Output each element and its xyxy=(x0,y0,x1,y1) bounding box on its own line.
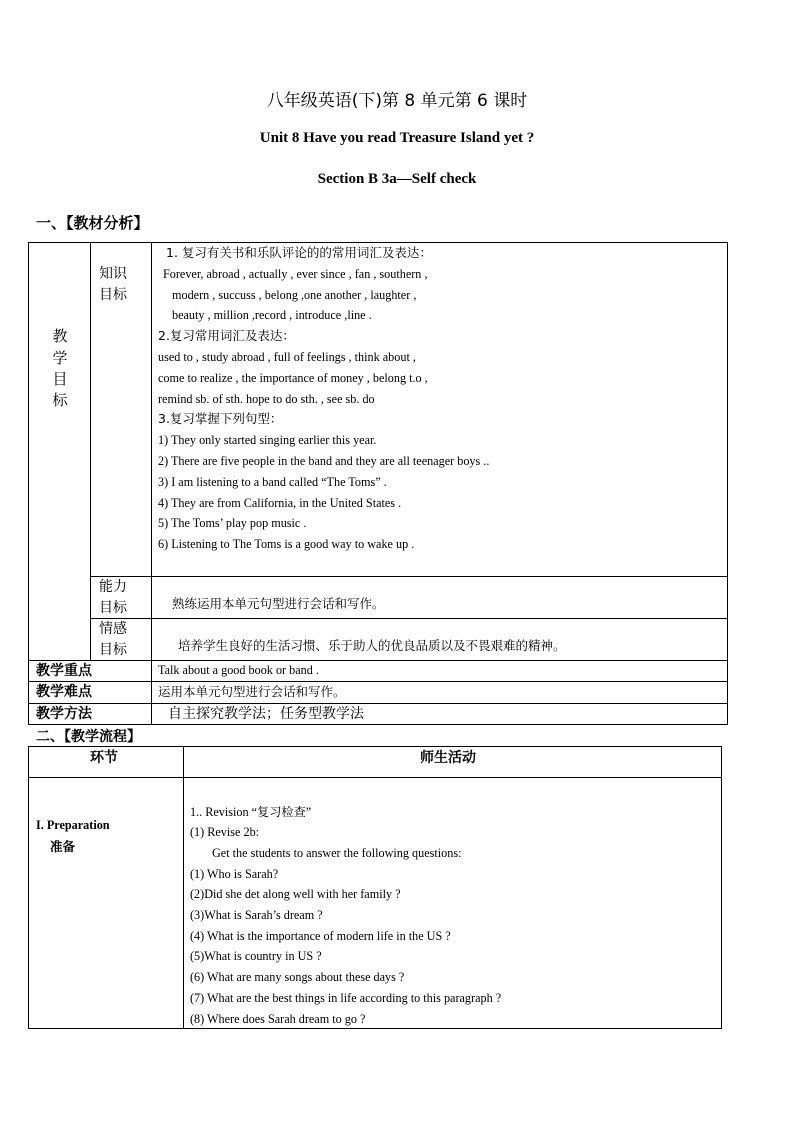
activity-line: (7) What are the best things in life according to this paragraph ? xyxy=(190,991,502,1005)
stage-name-en: I. Preparation xyxy=(36,818,110,832)
goal-char-3: 目 xyxy=(52,370,68,388)
activity-line: Get the students to answer the following questions: xyxy=(212,846,462,860)
ability-label-2: 目标 xyxy=(99,600,127,616)
col-activity-header: 师生活动 xyxy=(420,750,476,766)
knowledge-line: 3.复习掌握下列句型： xyxy=(158,411,283,426)
knowledge-line: 1) They only started singing earlier this year. xyxy=(158,433,377,447)
activity-line: (1) Revise 2b: xyxy=(190,825,260,839)
page-title: 八年级英语(下)第 8 单元第 6 课时 xyxy=(266,91,528,111)
difficulty-label: 教学难点 xyxy=(36,684,92,700)
section2-heading: 二、【教学流程】 xyxy=(36,729,141,745)
knowledge-line: remind sb. of sth. hope to do sth. , see sb. do xyxy=(158,392,375,406)
knowledge-line: 6) Listening to The Toms is a good way to wake up . xyxy=(158,537,415,551)
stage-name-cn: 准备 xyxy=(50,839,76,854)
key-point-label: 教学重点 xyxy=(36,663,92,679)
difficulty-text: 运用本单元句型进行会话和写作。 xyxy=(158,684,346,699)
activity-line: (3)What is Sarah’s dream ? xyxy=(190,908,323,922)
goal-char-2: 学 xyxy=(52,349,68,367)
knowledge-line: 1. 复习有关书和乐队评论的的常用词汇及表达： xyxy=(166,245,432,260)
col-stage-header: 环节 xyxy=(90,750,118,766)
activity-line: (4) What is the importance of modern life in the US ? xyxy=(190,929,451,943)
knowledge-line: beauty , million ,record , introduce ,line . xyxy=(172,308,372,322)
section-title: Section B 3a—Self check xyxy=(317,171,477,187)
goal-char-1: 教 xyxy=(52,327,68,345)
activity-line: (1) Who is Sarah? xyxy=(190,867,279,881)
activity-line: (5)What is country in US ? xyxy=(190,949,322,963)
activity-line: (8) Where does Sarah dream to go ? xyxy=(190,1012,366,1026)
knowledge-line: Forever, abroad , actually , ever since , fan , southern , xyxy=(163,267,428,281)
ability-label-1: 能力 xyxy=(99,579,127,595)
activity-line: (6) What are many songs about these days ? xyxy=(190,970,405,984)
method-text: 自主探究教学法；任务型教学法 xyxy=(168,706,364,722)
emotion-text: 培养学生良好的生活习惯、乐于助人的优良品质以及不畏艰难的精神。 xyxy=(178,638,566,653)
emotion-label-1: 情感 xyxy=(99,621,127,637)
key-point-text: Talk about a good book or band . xyxy=(158,663,319,677)
knowledge-line: used to , study abroad , full of feelings , think about , xyxy=(158,350,416,364)
goal-char-4: 标 xyxy=(52,391,68,409)
knowledge-label-1: 知识 xyxy=(99,266,127,282)
ability-text: 熟练运用本单元句型进行会话和写作。 xyxy=(172,596,385,611)
knowledge-line: 3) I am listening to a band called “The Toms” . xyxy=(158,475,387,489)
knowledge-label-2: 目标 xyxy=(99,287,127,303)
knowledge-line: 2.复习常用词汇及表达： xyxy=(158,328,295,343)
unit-title: Unit 8 Have you read Treasure Island yet ? xyxy=(259,130,535,146)
method-label: 教学方法 xyxy=(36,706,92,722)
knowledge-line: 4) They are from California, in the United States . xyxy=(158,496,402,510)
section1-heading: 一、【教材分析】 xyxy=(36,214,149,232)
activity-line: (2)Did she det along well with her family ? xyxy=(190,887,401,901)
emotion-label-2: 目标 xyxy=(99,642,127,658)
knowledge-line: modern , succuss , belong ,one another , laughter , xyxy=(172,288,417,302)
knowledge-line: come to realize , the importance of money , belong t.o , xyxy=(158,371,428,385)
knowledge-line: 2) There are five people in the band and they are all teenager boys .. xyxy=(158,454,490,468)
activity-line: 1.. Revision “复习检查” xyxy=(190,805,312,819)
knowledge-line: 5) The Toms’ play pop music . xyxy=(158,516,307,530)
